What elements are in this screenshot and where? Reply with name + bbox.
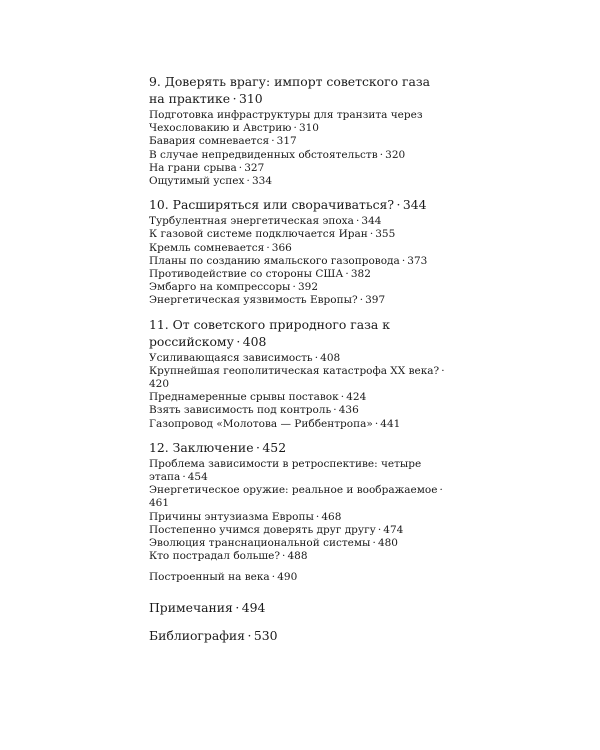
- toc-entry[interactable]: [149, 255, 449, 268]
- page-separator: ·: [235, 599, 240, 615]
- entry-title: Взять зависимость под контроль: [149, 404, 332, 417]
- entry-page-number: 454: [187, 471, 208, 484]
- entry-title: Планы по созданию ямальского газопровода: [149, 254, 400, 267]
- entry-page-number: 310: [298, 122, 319, 135]
- page-separator: ·: [340, 391, 345, 404]
- entry-page-number: 424: [346, 391, 367, 404]
- toc-entry[interactable]: [149, 162, 449, 175]
- entry-page-number: 334: [251, 175, 272, 188]
- chapter-entries: [149, 458, 449, 585]
- toc-entry[interactable]: [149, 404, 449, 417]
- entry-page-number: 327: [244, 161, 265, 174]
- entry-page-number: 392: [297, 281, 318, 294]
- chapter-page-number: 344: [402, 197, 427, 213]
- page-separator: ·: [182, 471, 186, 484]
- toc-entry[interactable]: [149, 135, 449, 148]
- toc-entry[interactable]: [149, 571, 449, 584]
- chapter-entries: [149, 352, 449, 431]
- chapter-title[interactable]: [149, 439, 449, 456]
- entry-page-number: 344: [361, 215, 382, 228]
- toc-entry[interactable]: [149, 215, 449, 228]
- entry-page-number: 441: [380, 417, 401, 430]
- toc-entry[interactable]: [149, 391, 449, 404]
- page-separator: ·: [372, 537, 376, 550]
- page-separator: ·: [439, 484, 443, 497]
- chapter-title-text: 10. Расширяться или сворачиваться?: [149, 197, 394, 213]
- entry-page-number: 320: [385, 148, 406, 161]
- back-matter-title: Примечания: [149, 599, 233, 615]
- entry-title: Бавария сомневается: [149, 135, 270, 148]
- table-of-contents: [149, 73, 449, 644]
- chapter-title[interactable]: [149, 316, 449, 350]
- toc-entry[interactable]: [149, 268, 449, 281]
- entry-title: Энергетическое оружие: реальное и воображаемое: [149, 484, 438, 497]
- page-separator: ·: [401, 254, 406, 267]
- page-separator: ·: [271, 571, 276, 584]
- entry-title: Ощутимый успех: [149, 175, 245, 188]
- toc-entry[interactable]: [149, 294, 449, 307]
- chapter-title-text: 9. Доверять врагу: импорт советского газа на практике: [149, 74, 431, 106]
- entry-title: В случае непредвиденных обстоятельств: [149, 148, 378, 161]
- page-separator: ·: [377, 523, 382, 536]
- chapter-page-number: 310: [239, 91, 263, 106]
- toc-entry[interactable]: [149, 149, 449, 162]
- entry-page-number: 317: [276, 135, 297, 148]
- page-separator: ·: [238, 161, 243, 174]
- chapter-11: [149, 316, 449, 431]
- entry-title: Эволюция транснациональной системы: [149, 537, 371, 550]
- entry-page-number: 474: [383, 523, 404, 536]
- back-matter-notes[interactable]: [149, 599, 449, 616]
- page-separator: ·: [333, 404, 337, 417]
- chapter-title-text: 11. От советского природного газа к российскому: [149, 316, 390, 349]
- entry-title: Кто пострадал больше?: [149, 550, 280, 563]
- toc-entry[interactable]: [149, 352, 449, 365]
- entry-page-number: 436: [338, 404, 359, 417]
- entry-title: Противодействие со стороны США: [149, 268, 344, 281]
- page-separator: ·: [271, 135, 275, 148]
- chapter-entries: [149, 215, 449, 307]
- chapter-title-text: 12. Заключение: [149, 439, 254, 455]
- page-separator: ·: [359, 294, 364, 307]
- toc-entry[interactable]: [149, 511, 449, 524]
- page-separator: ·: [256, 439, 260, 455]
- entry-title: Проблема зависимости в ретроспективе: четыре этапа: [149, 457, 422, 484]
- entry-page-number: 488: [287, 550, 308, 563]
- entry-title: Газопровод «Молотова — Риббентропа»: [149, 417, 373, 430]
- page-separator: ·: [345, 268, 349, 281]
- chapter-9: [149, 73, 449, 188]
- page-separator: ·: [236, 333, 241, 349]
- page-separator: ·: [314, 351, 319, 364]
- page-separator: ·: [293, 122, 297, 135]
- toc-entry[interactable]: [149, 458, 449, 484]
- entry-page-number: 397: [365, 294, 386, 307]
- chapter-10: [149, 196, 449, 307]
- toc-entry[interactable]: [149, 550, 449, 563]
- entry-page-number: 373: [407, 254, 428, 267]
- toc-entry[interactable]: [149, 175, 449, 188]
- entry-page-number: 366: [271, 241, 292, 254]
- page-separator: ·: [396, 197, 401, 213]
- page-separator: ·: [369, 228, 374, 241]
- entry-page-number: 480: [377, 537, 398, 550]
- entry-title: Построенный на века: [149, 571, 270, 584]
- entry-title: Турбулентная энергетическая эпоха: [149, 215, 354, 228]
- toc-entry[interactable]: [149, 242, 449, 255]
- back-matter-title: Библиография: [149, 627, 245, 643]
- entry-title: Подготовка инфраструктуры для транзита через Чехословакию и Австрию: [149, 109, 423, 135]
- page-separator: ·: [282, 550, 286, 563]
- page-separator: ·: [247, 627, 252, 643]
- entry-title: Причины энтузиазма Европы: [149, 510, 314, 523]
- toc-entry[interactable]: [149, 281, 449, 294]
- chapter-entries: [149, 109, 449, 188]
- toc-entry[interactable]: [149, 228, 449, 241]
- entry-page-number: 382: [350, 268, 371, 281]
- toc-entry[interactable]: [149, 537, 449, 550]
- page-separator: ·: [374, 417, 379, 430]
- entry-page-number: 355: [375, 228, 396, 241]
- entry-title: Постепенно учимся доверять друг другу: [149, 523, 376, 536]
- page-separator: ·: [379, 148, 384, 161]
- entry-title: На грани срыва: [149, 161, 237, 174]
- page-separator: ·: [292, 281, 296, 294]
- entry-page-number: 490: [277, 571, 298, 584]
- entry-page-number: 420: [149, 378, 170, 391]
- entry-page-number: 468: [321, 510, 342, 523]
- entry-title: Эмбарго на компрессоры: [149, 281, 291, 294]
- entry-title: Крупнейшая геополитическая катастрофа XX века?: [149, 364, 440, 377]
- chapter-page-number: 452: [262, 439, 287, 455]
- chapter-title[interactable]: [149, 73, 449, 107]
- page-separator: ·: [232, 91, 237, 106]
- entry-title: Усиливающаяся зависимость: [149, 351, 313, 364]
- toc-entry[interactable]: [149, 109, 449, 135]
- entry-page-number: 461: [149, 497, 170, 510]
- back-matter-page-number: 494: [241, 599, 266, 615]
- toc-entry[interactable]: [149, 484, 449, 510]
- page-separator: ·: [315, 510, 320, 523]
- page-separator: ·: [355, 215, 360, 228]
- toc-entry[interactable]: [149, 365, 449, 391]
- back-matter-page-number: 530: [253, 627, 278, 643]
- entry-page-number: 408: [320, 351, 341, 364]
- toc-entry[interactable]: [149, 418, 449, 431]
- entry-title: К газовой системе подключается Иран: [149, 228, 368, 241]
- chapter-title[interactable]: [149, 196, 449, 213]
- chapter-12: [149, 439, 449, 585]
- page-separator: ·: [441, 364, 445, 377]
- entry-title: Энергетическая уязвимость Европы?: [149, 294, 358, 307]
- back-matter-bibliography[interactable]: [149, 627, 449, 644]
- entry-title: Кремль сомневается: [149, 241, 265, 254]
- chapter-page-number: 408: [242, 333, 267, 349]
- page-separator: ·: [246, 175, 250, 188]
- toc-entry[interactable]: [149, 524, 449, 537]
- page-separator: ·: [266, 241, 270, 254]
- entry-title: Преднамеренные срывы поставок: [149, 391, 339, 404]
